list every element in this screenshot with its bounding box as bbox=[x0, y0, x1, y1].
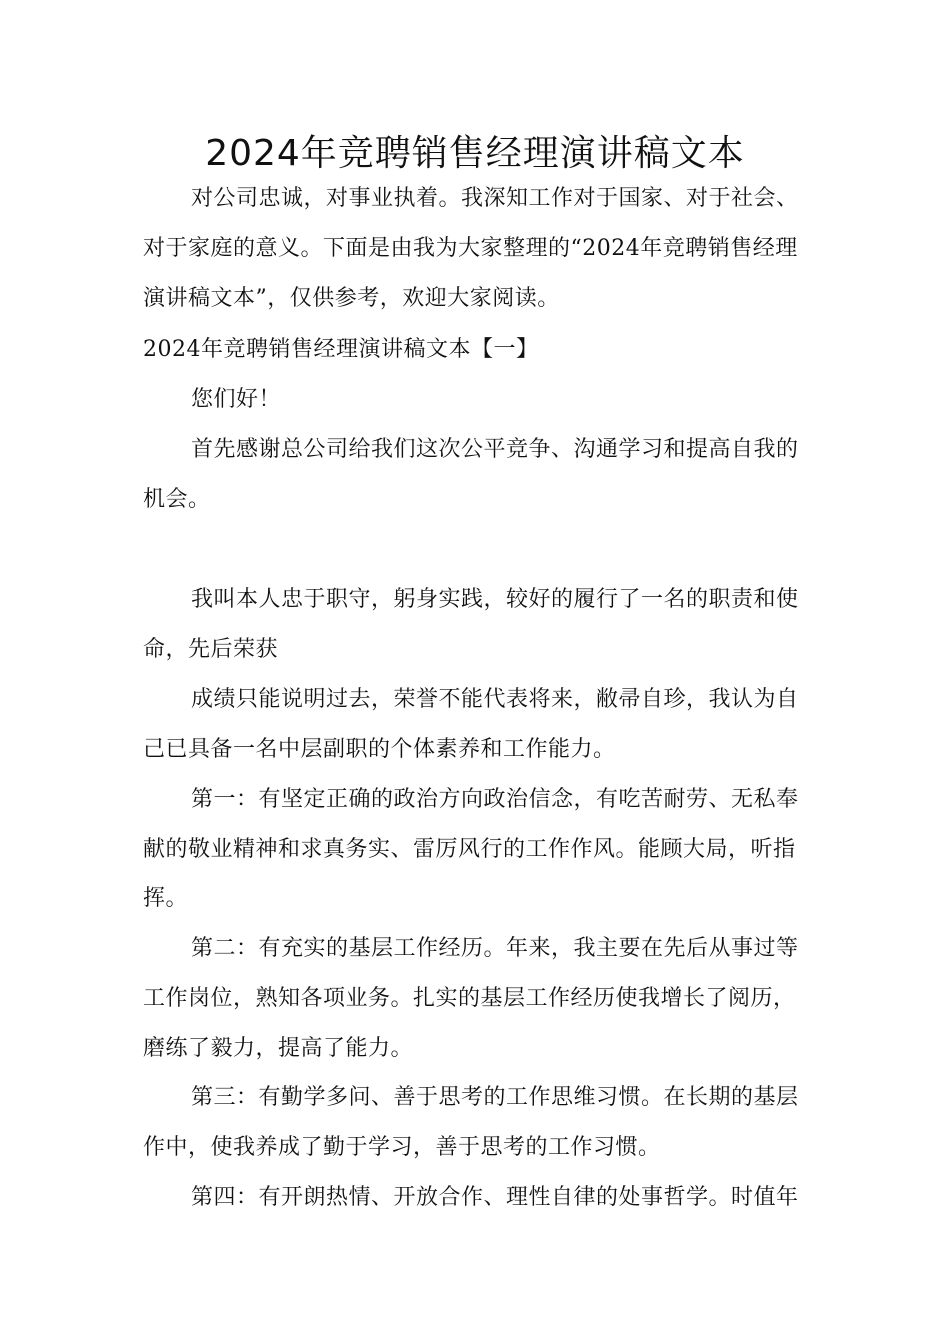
text-line: 机会。 bbox=[143, 487, 211, 512]
text-line: 首先感谢总公司给我们这次公平竞争、沟通学习和提高自我的 bbox=[191, 437, 799, 462]
text-line: 作中，使我养成了勤于学习，善于思考的工作习惯。 bbox=[143, 1135, 661, 1160]
text-line: 成绩只能说明过去，荣誉不能代表将来，敝帚自珍，我认为自 bbox=[191, 687, 799, 712]
section-heading: 2024年竞聘销售经理演讲稿文本【一】 bbox=[143, 337, 539, 362]
text-line: 第三：有勤学多问、善于思考的工作思维习惯。在长期的基层 bbox=[191, 1085, 799, 1110]
text-line: 第四：有开朗热情、开放合作、理性自律的处事哲学。时值年 bbox=[191, 1185, 799, 1210]
text-line: 演讲稿文本”，仅供参考，欢迎大家阅读。 bbox=[143, 286, 560, 311]
text-line: 第一：有坚定正确的政治方向政治信念，有吃苦耐劳、无私奉 bbox=[191, 787, 799, 812]
text-line: 我叫本人忠于职守，躬身实践，较好的履行了一名的职责和使 bbox=[191, 587, 799, 612]
text-line: 献的敬业精神和求真务实、雷厉风行的工作作风。能顾大局，听指 bbox=[143, 837, 796, 862]
text-line: 己已具备一名中层副职的个体素养和工作能力。 bbox=[143, 737, 616, 762]
text-line: 磨练了毅力，提高了能力。 bbox=[143, 1036, 414, 1061]
text-line: 您们好！ bbox=[191, 387, 282, 412]
text-line: 挥。 bbox=[143, 886, 189, 911]
document-title: 2024年竞聘销售经理演讲稿文本 bbox=[205, 133, 745, 174]
text-line: 第二：有充实的基层工作经历。年来，我主要在先后从事过等 bbox=[191, 936, 799, 961]
text-line: 命，先后荣获 bbox=[143, 637, 279, 662]
text-line: 工作岗位，熟知各项业务。扎实的基层工作经历使我增长了阅历， bbox=[143, 986, 796, 1011]
text-line: 对于家庭的意义。下面是由我为大家整理的“2024年竞聘销售经理 bbox=[143, 236, 798, 261]
text-line: 对公司忠诚，对事业执着。我深知工作对于国家、对于社会、 bbox=[191, 186, 799, 211]
